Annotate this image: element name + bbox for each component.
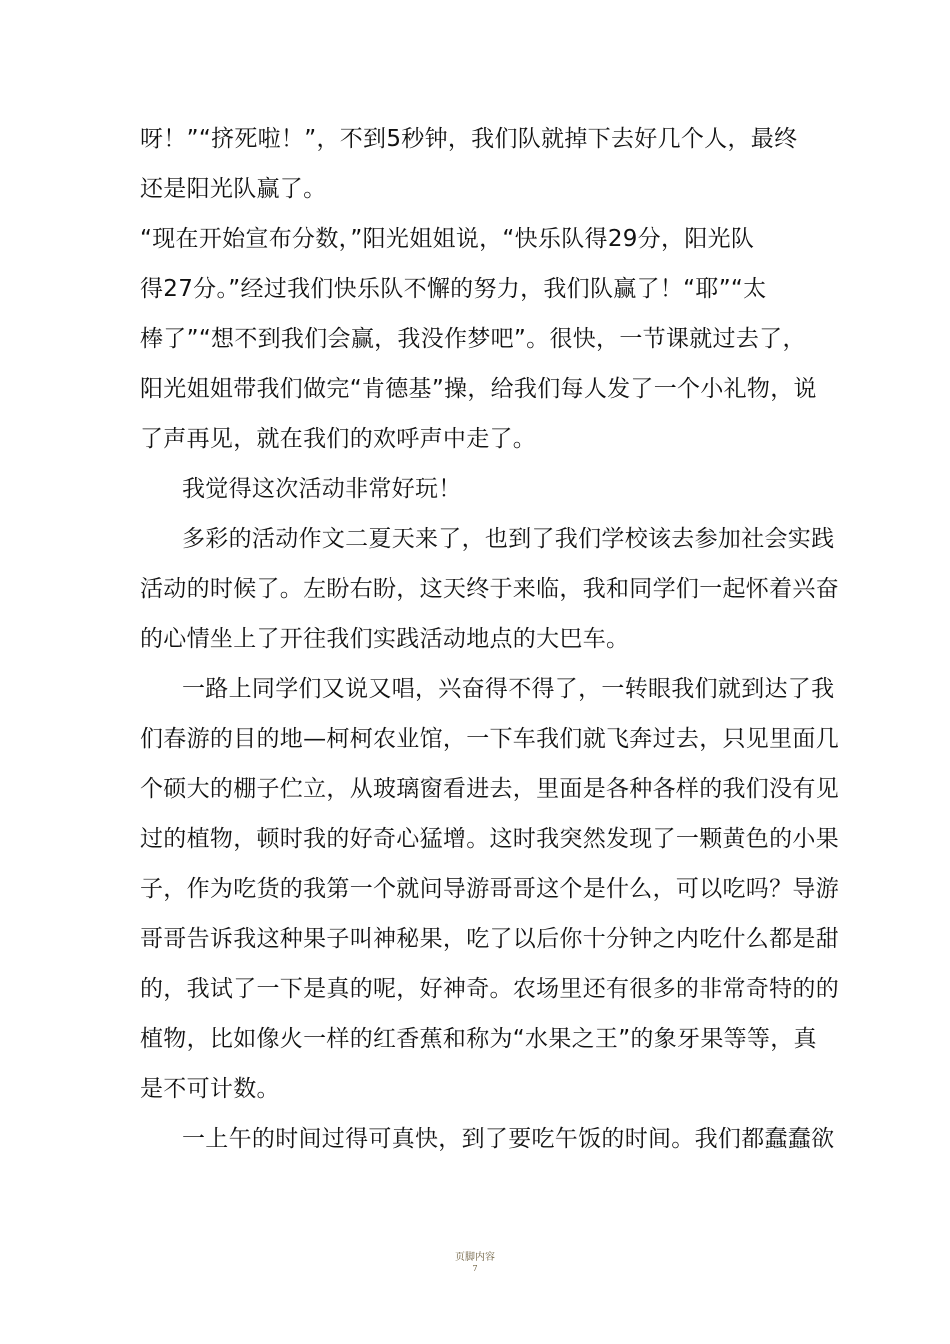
text-line: 呀！”“挤死啦！”，不到5秒钟，我们队就掉下去好几个人，最终 xyxy=(140,126,798,152)
text-line: 过的植物，顿时我的好奇心猛增。这时我突然发现了一颗黄色的小果 xyxy=(140,826,839,852)
text-line: 活动的时候了。左盼右盼，这天终于来临，我和同学们一起怀着兴奋 xyxy=(140,576,839,602)
text-line: 植物，比如像火一样的红香蕉和称为“水果之王”的象牙果等等，真 xyxy=(140,1026,817,1052)
footer-label: 页脚内容 xyxy=(455,1252,495,1263)
text-line: 是不可计数。 xyxy=(140,1076,280,1102)
text-line: 阳光姐姐带我们做完“肯德基”操，给我们每人发了一个小礼物，说 xyxy=(140,376,817,402)
text-line: 一上午的时间过得可真快，到了要吃午饭的时间。我们都蠢蠢欲 xyxy=(182,1126,835,1152)
text-line: 一路上同学们又说又唱，兴奋得不得了，一转眼我们就到达了我 xyxy=(182,676,835,702)
text-line: 还是阳光队赢了。 xyxy=(140,176,327,202)
text-line: 了声再见，就在我们的欢呼声中走了。 xyxy=(140,426,537,452)
text-line: 子，作为吃货的我第一个就问导游哥哥这个是什么，可以吃吗？导游 xyxy=(140,876,839,902)
text-line: “现在开始宣布分数，”阳光姐姐说，“快乐队得29分，阳光队 xyxy=(140,226,755,252)
text-line: 的心情坐上了开往我们实践活动地点的大巴车。 xyxy=(140,626,630,652)
text-line: 哥哥告诉我这种果子叫神秘果，吃了以后你十分钟之内吃什么都是甜 xyxy=(140,926,839,952)
text-line: 的，我试了一下是真的呢，好神奇。农场里还有很多的非常奇特的的 xyxy=(140,976,839,1002)
text-line: 得27分。”经过我们快乐队不懈的努力，我们队赢了！“耶”“太 xyxy=(140,276,767,302)
footer-page-number: 7 xyxy=(472,1264,478,1273)
text-line: 我觉得这次活动非常好玩！ xyxy=(182,476,462,502)
text-line: 个硕大的棚子伫立，从玻璃窗看进去，里面是各种各样的我们没有见 xyxy=(140,776,839,802)
text-line: 棒了”“想不到我们会赢，我没作梦吧”。很快，一节课就过去了， xyxy=(140,326,806,352)
text-line: 们春游的目的地—柯柯农业馆，一下车我们就飞奔过去，只见里面几 xyxy=(140,726,839,752)
text-line: 多彩的活动作文二夏天来了，也到了我们学校该去参加社会实践 xyxy=(182,526,835,552)
